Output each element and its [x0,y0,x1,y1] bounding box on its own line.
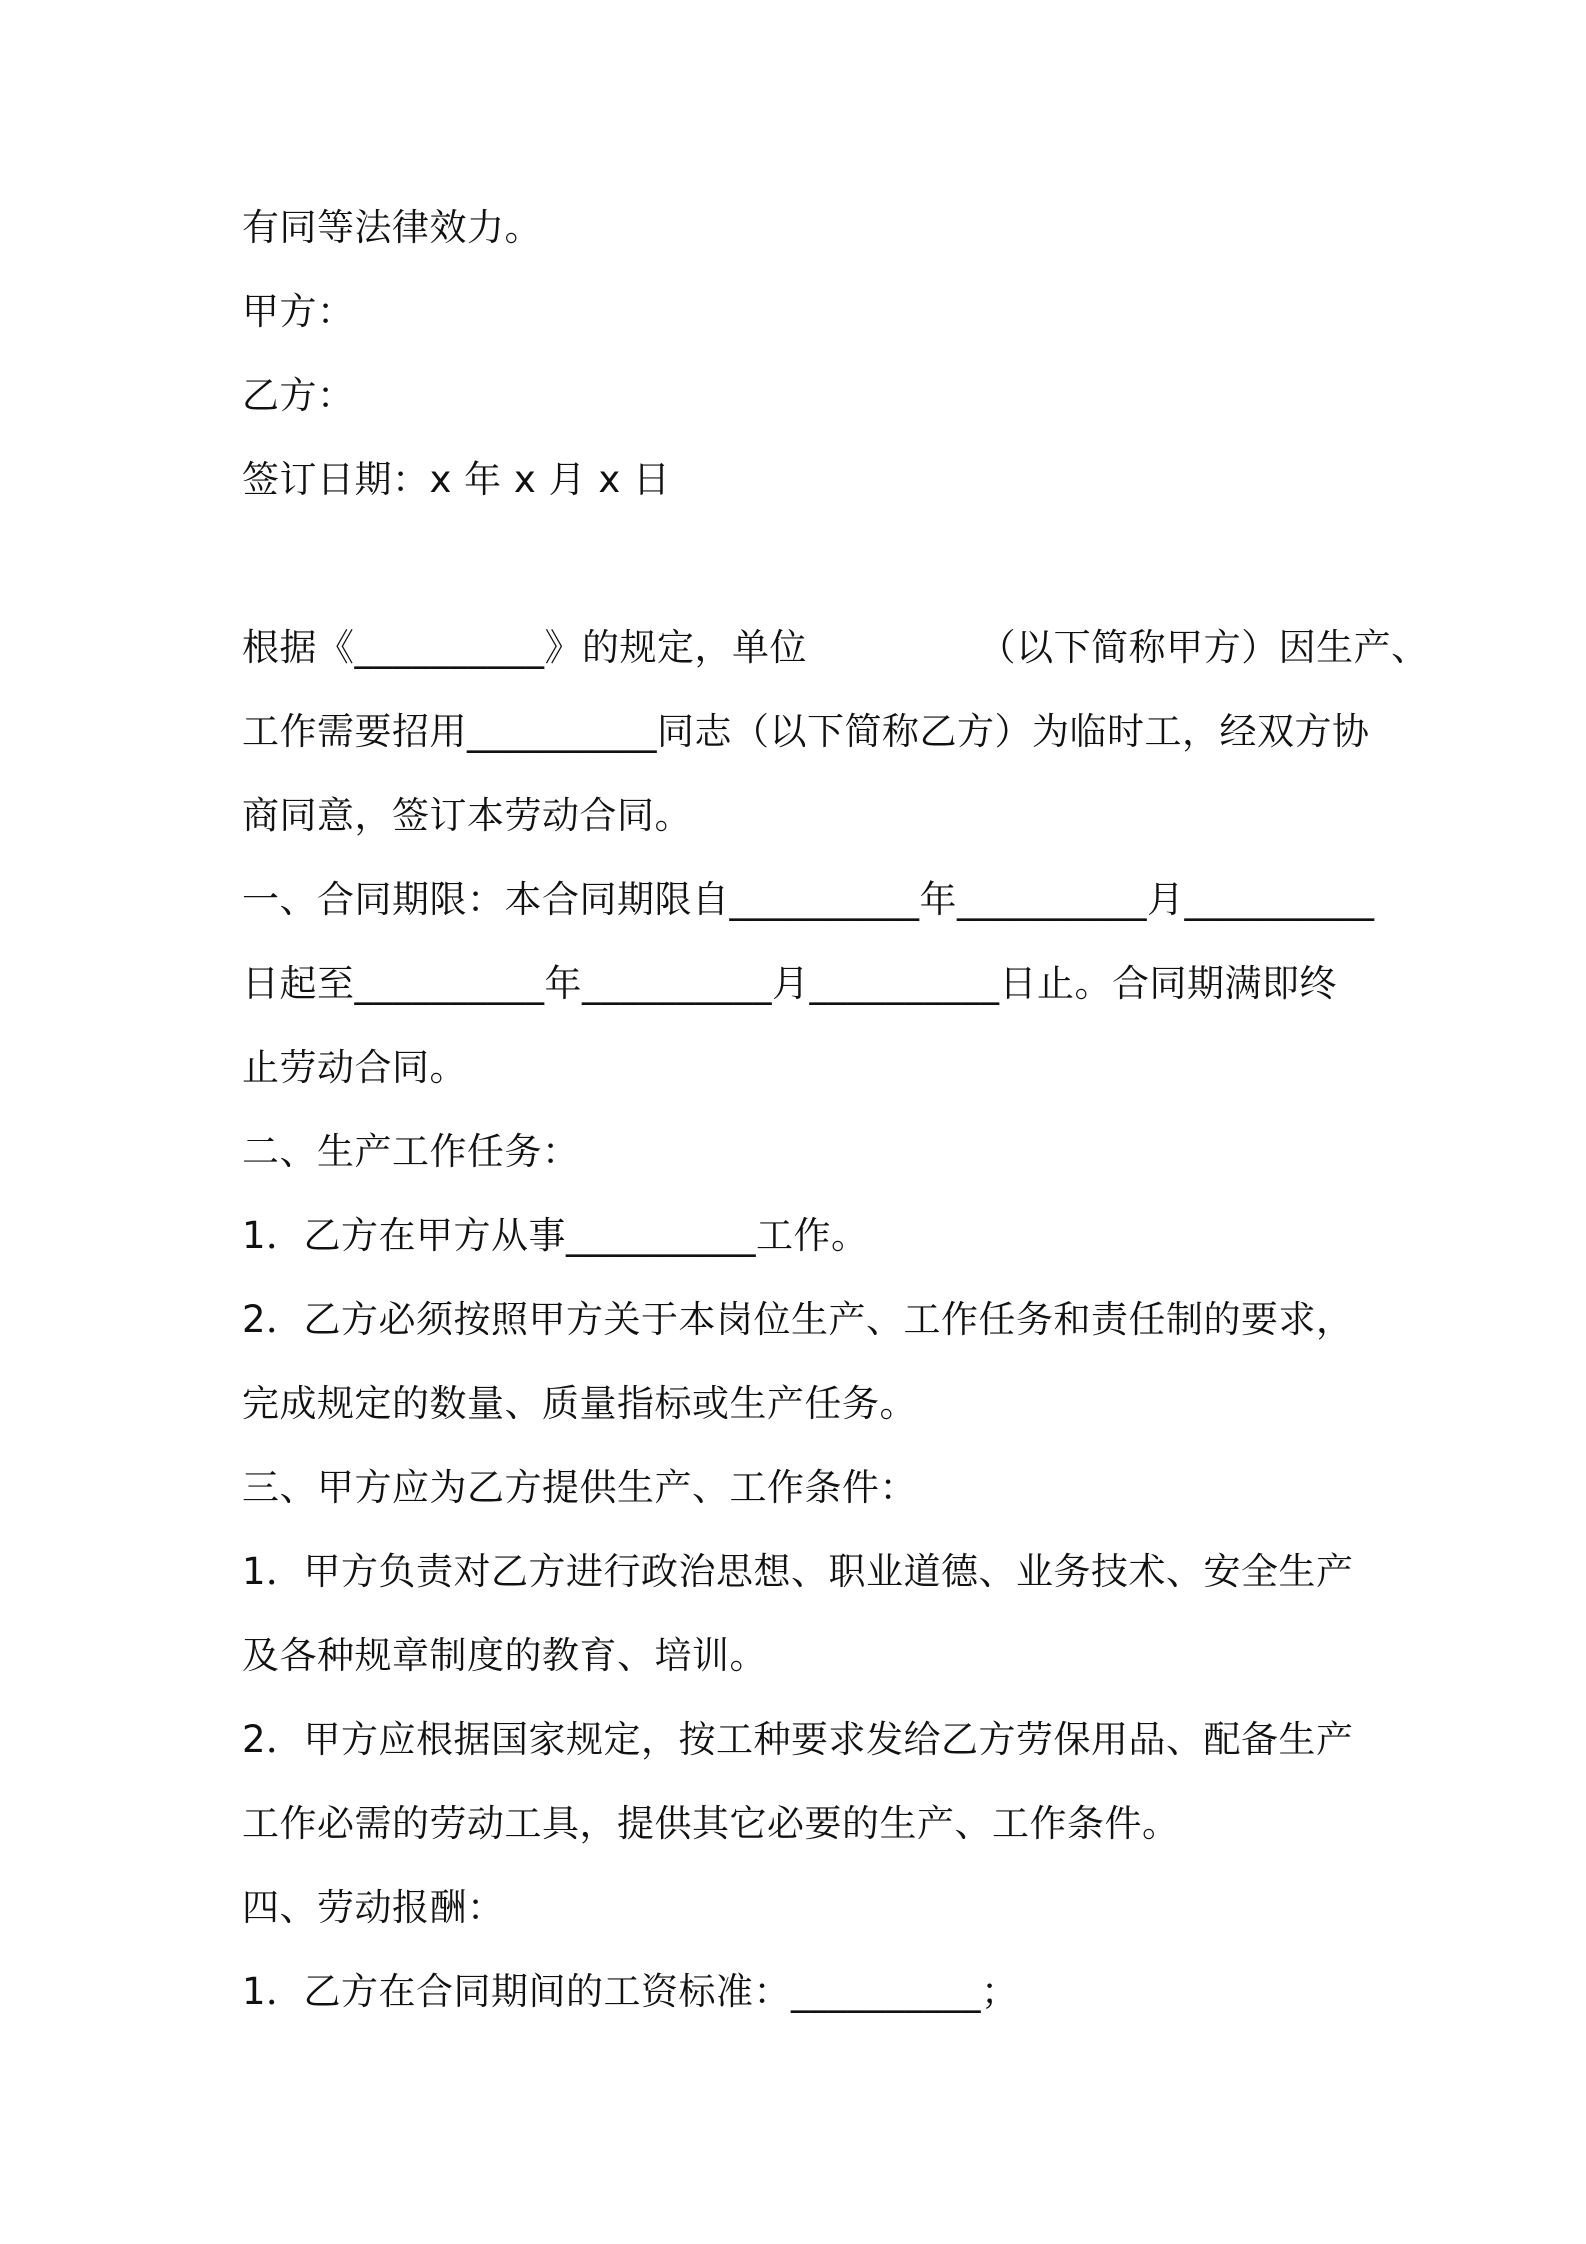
section-2-item-2-line-2: 完成规定的数量、质量指标或生产任务。 [242,1382,917,1425]
section-3-item-1-line-1: 1．甲方负责对乙方进行政治思想、职业道德、业务技术、安全生产 [242,1550,1354,1593]
section-1-line-3: 止劳动合同。 [242,1046,467,1089]
section-1-line-1: 一、合同期限：本合同期限自__________年__________月__________ [242,878,1375,921]
party-b-line: 乙方： [242,374,355,417]
text-line-1: 有同等法律效力。 [242,206,542,249]
preamble-line-1: 根据《__________》的规定，单位 （以下简称甲方）因生产、 [242,626,1429,669]
section-3-item-1-line-2: 及各种规章制度的教育、培训。 [242,1634,767,1677]
section-2-item-2-line-1: 2．乙方必须按照甲方关于本岗位生产、工作任务和责任制的要求， [242,1298,1354,1341]
party-a-line: 甲方： [242,290,355,333]
section-2-heading: 二、生产工作任务： [242,1130,580,1173]
section-1-line-2: 日起至__________年__________月__________日止。合同期满即终 [242,962,1337,1005]
section-4-item-1: 1．乙方在合同期间的工资标准：__________； [242,1970,1019,2013]
section-3-item-2-line-1: 2．甲方应根据国家规定，按工种要求发给乙方劳保用品、配备生产 [242,1718,1354,1761]
section-2-item-1: 1．乙方在甲方从事__________工作。 [242,1214,869,1257]
signing-date-line: 签订日期：x 年 x 月 x 日 [242,458,671,501]
section-3-item-2-line-2: 工作必需的劳动工具，提供其它必要的生产、工作条件。 [242,1802,1180,1845]
section-4-heading: 四、劳动报酬： [242,1886,505,1929]
preamble-line-3: 商同意，签订本劳动合同。 [242,794,692,837]
section-3-heading: 三、甲方应为乙方提供生产、工作条件： [242,1466,917,1509]
preamble-line-2: 工作需要招用__________同志（以下简称乙方）为临时工，经双方协 [242,710,1370,753]
